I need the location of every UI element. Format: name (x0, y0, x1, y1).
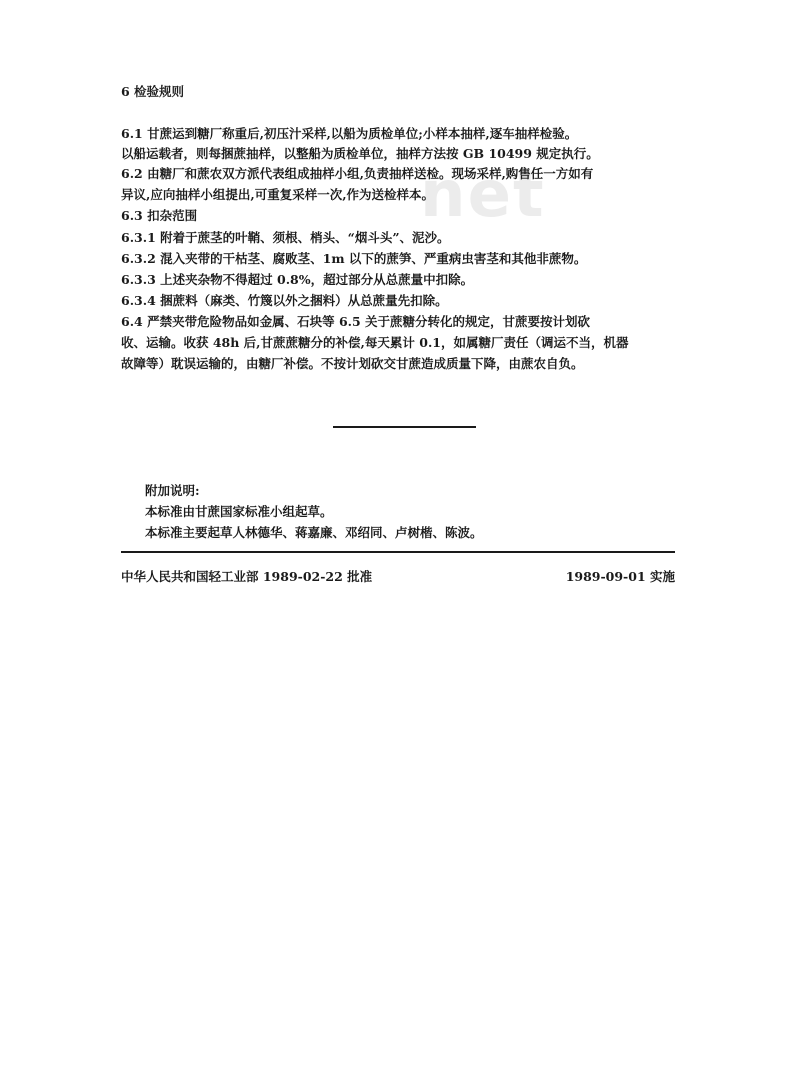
clause-6-3-heading: 6.3 扣杂范围 (121, 208, 198, 223)
watermark: net (420, 158, 546, 232)
clause-6-2-line-2: 异议,应向抽样小组提出,可重复采样一次,作为送检样本。 (121, 187, 435, 202)
section-heading: 6 检验规则 (121, 84, 185, 99)
clause-6-3-3: 6.3.3 上述夹杂物不得超过 0.8%，超过部分从总蔗量中扣除。 (121, 272, 474, 287)
clause-6-2-line-1: 6.2 由糖厂和蔗农双方派代表组成抽样小组,负责抽样送检。现场采样,购售任一方如有 (121, 166, 594, 181)
clause-6-1-line-1: 6.1 甘蔗运到糖厂称重后,初压汁采样,以船为质检单位;小样本抽样,逐车抽样检验。 (121, 126, 578, 141)
end-of-text-rule (333, 426, 476, 428)
clause-6-1-line-2: 以船运载者，则每捆蔗抽样，以整船为质检单位，抽样方法按 GB 10499 规定执行。 (121, 146, 599, 161)
footer (121, 567, 675, 585)
clause-6-4-line-2: 收、运输。收获 48h 后,甘蔗蔗糖分的补偿,每天累计 0.1，如属糖厂责任（调运不当，机器 (121, 335, 629, 350)
footer-rule (121, 551, 675, 553)
clause-6-4-line-3: 故障等）耽误运输的，由糖厂补偿。不按计划砍交甘蔗造成质量下降，由蔗农自负。 (121, 356, 584, 371)
clause-6-3-4: 6.3.4 捆蔗料（麻类、竹篾以外之捆料）从总蔗量先扣除。 (121, 293, 448, 308)
notes-line-2: 本标准主要起草人林德华、蒋嘉廉、邓绍同、卢树楷、陈波。 (145, 525, 483, 540)
approval-text: 中华人民共和国轻工业部 1989-02-22 批准 (121, 569, 373, 584)
notes-line-1: 本标准由甘蔗国家标准小组起草。 (145, 504, 333, 519)
effective-date-text: 1989-09-01 实施 (565, 569, 675, 584)
clause-6-3-1: 6.3.1 附着于蔗茎的叶鞘、须根、梢头、“烟斗头”、泥沙。 (121, 230, 450, 245)
clause-6-3-2: 6.3.2 混入夹带的干枯茎、腐败茎、1m 以下的蔗笋、严重病虫害茎和其他非蔗物。 (121, 251, 587, 266)
clause-6-4-line-1: 6.4 严禁夹带危险物品如金属、石块等 6.5 关于蔗糖分转化的规定，甘蔗要按计划砍 (121, 314, 591, 329)
notes-heading: 附加说明: (145, 483, 200, 498)
